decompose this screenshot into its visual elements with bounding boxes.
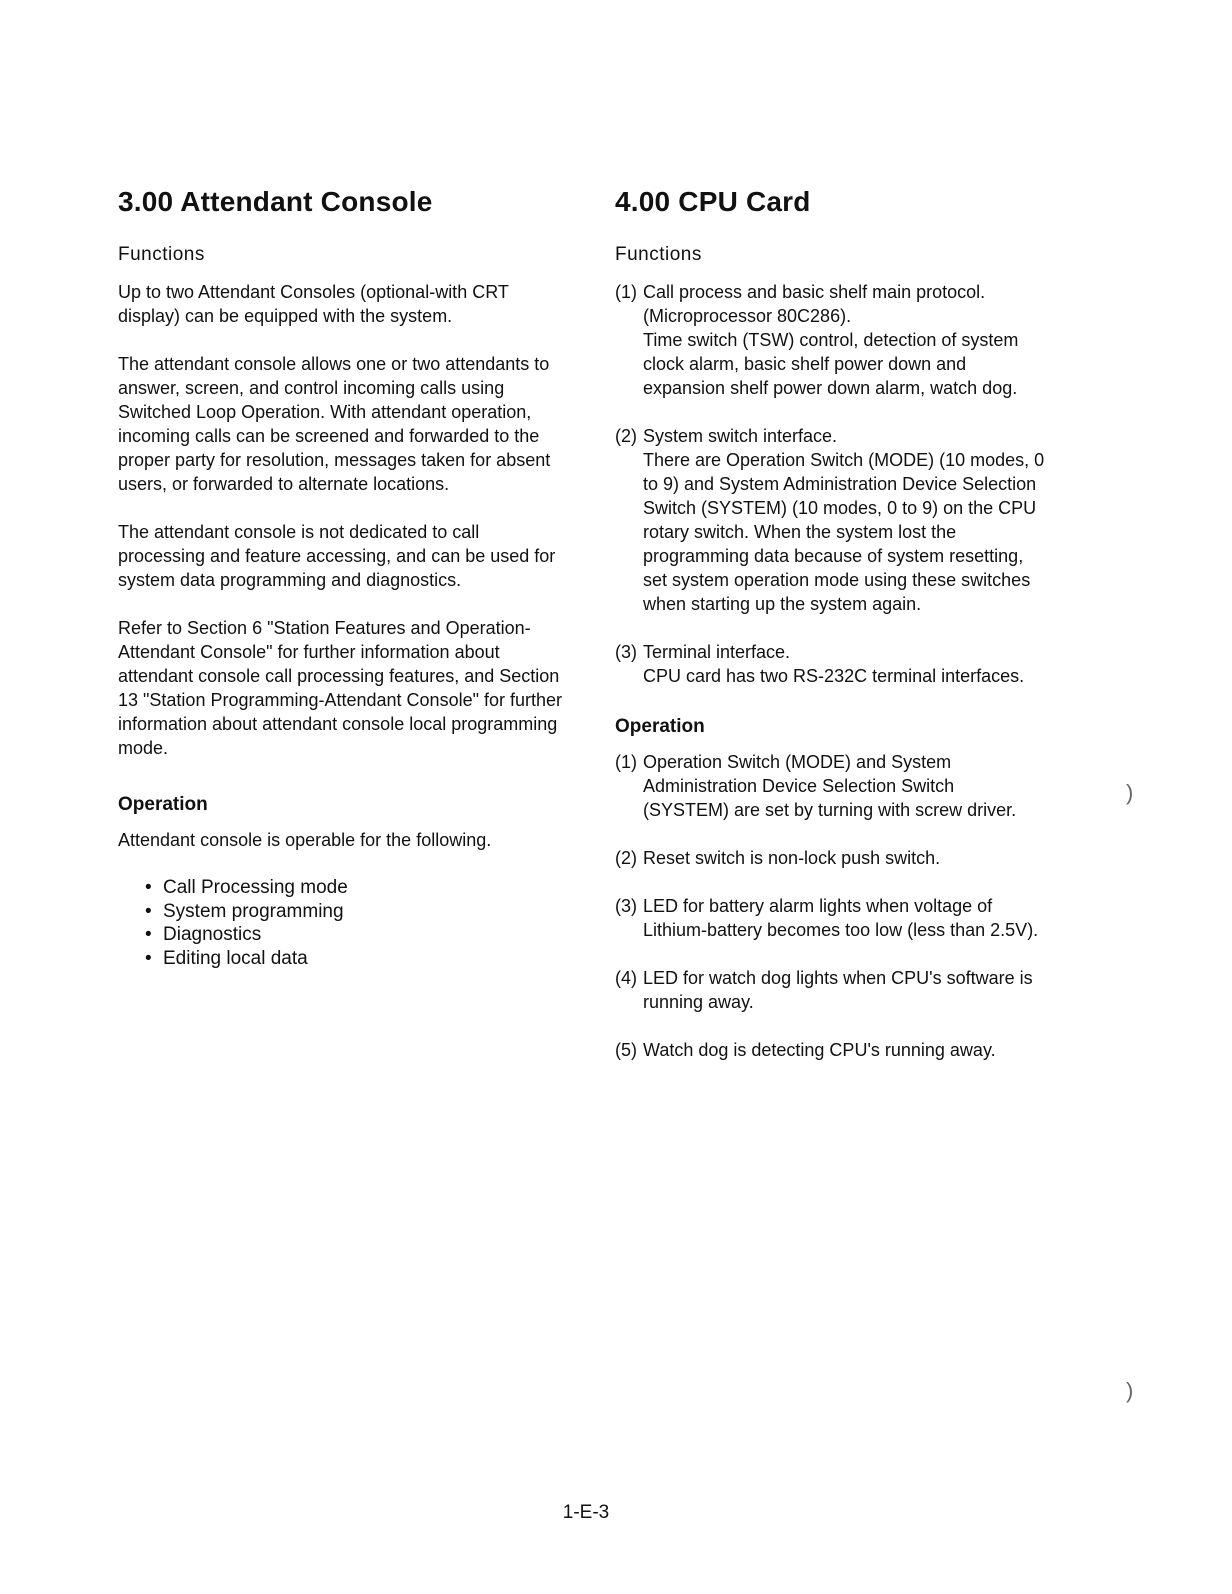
section-title-cpu-card: 4.00 CPU Card (615, 186, 811, 217)
numbered-item (615, 1038, 1045, 1062)
page-number: 1-E-3 (562, 1502, 610, 1523)
paragraph: Up to two Attendant Consoles (optional-with CRT display) can be equipped with the system. (118, 282, 509, 326)
numbered-item (615, 846, 1045, 870)
item-text: Watch dog is detecting CPU's running away. (643, 1040, 996, 1060)
paragraph: The attendant console allows one or two attendants to answer, screen, and control incoming calls using Switched Loop Operation. With attendant operation, incoming calls can be screened and forwarded to the proper party for resolution, messages taken for absent users, or forwarded to alternate locations. (118, 354, 551, 494)
item-number: (2) (615, 848, 637, 868)
operation-heading: Operation (118, 794, 208, 815)
functions-heading: Functions (615, 244, 702, 265)
item-number: (4) (615, 968, 637, 988)
item-text: LED for battery alarm lights when voltage of Lithium-battery becomes too low (less than 2.5V). (643, 896, 1039, 940)
numbered-item (615, 750, 1045, 822)
numbered-item (615, 894, 1045, 942)
list-item: • Editing local data (145, 947, 568, 971)
list-item: • Call Processing mode (145, 876, 568, 900)
item-text: Terminal interface. (643, 642, 791, 662)
operation-heading: Operation (615, 716, 705, 737)
item-number: (3) (615, 642, 637, 662)
list-item: • System programming (145, 900, 568, 924)
item-number: (2) (615, 426, 637, 446)
section-title-attendant-console: 3.00 Attendant Console (118, 186, 433, 217)
left-column (118, 186, 568, 970)
item-number: (1) (615, 752, 637, 772)
numbered-item (615, 966, 1045, 1014)
item-text: Call process and basic shelf main protocol. (Microprocessor 80C286). (643, 282, 986, 326)
item-number: (3) (615, 896, 637, 916)
operation-intro: Attendant console is operable for the following. (118, 830, 492, 850)
right-column (615, 186, 1045, 1086)
numbered-item (615, 280, 1045, 400)
item-text: CPU card has two RS-232C terminal interfaces. (643, 666, 1025, 686)
item-text: There are Operation Switch (MODE) (10 modes, 0 to 9) and System Administration Device Selection Switch (SYSTEM) (10 modes, 0 to 9) on the CPU rotary switch. When the system lost the programming data because of system resetting, set system operation mode using these switches when starting up the system again. (643, 450, 1045, 614)
scan-artifact: ) (1126, 780, 1134, 805)
item-text: Time switch (TSW) control, detection of system clock alarm, basic shelf power down and expansion shelf power down alarm, watch dog. (643, 330, 1019, 398)
paragraph: The attendant console is not dedicated to call processing and feature accessing, and can be used for system data programming and diagnostics. (118, 522, 556, 590)
operation-list (145, 876, 568, 970)
scan-artifact: ) (1126, 1378, 1134, 1403)
item-number: (1) (615, 282, 637, 302)
list-item: • Diagnostics (145, 923, 568, 947)
paragraph: Refer to Section 6 "Station Features and Operation-Attendant Console" for further information about attendant console call processing features, and Section 13 "Station Programming-Attendant Console" for further information about attendant console local programming mode. (118, 618, 563, 758)
numbered-item (615, 640, 1045, 688)
item-number: (5) (615, 1040, 637, 1060)
item-text: Reset switch is non-lock push switch. (643, 848, 941, 868)
item-text: LED for watch dog lights when CPU's software is running away. (643, 968, 1033, 1012)
item-text: Operation Switch (MODE) and System Administration Device Selection Switch (SYSTEM) are set by turning with screw driver. (643, 752, 1017, 820)
item-text: System switch interface. (643, 426, 838, 446)
numbered-item (615, 424, 1045, 616)
functions-heading: Functions (118, 244, 205, 265)
